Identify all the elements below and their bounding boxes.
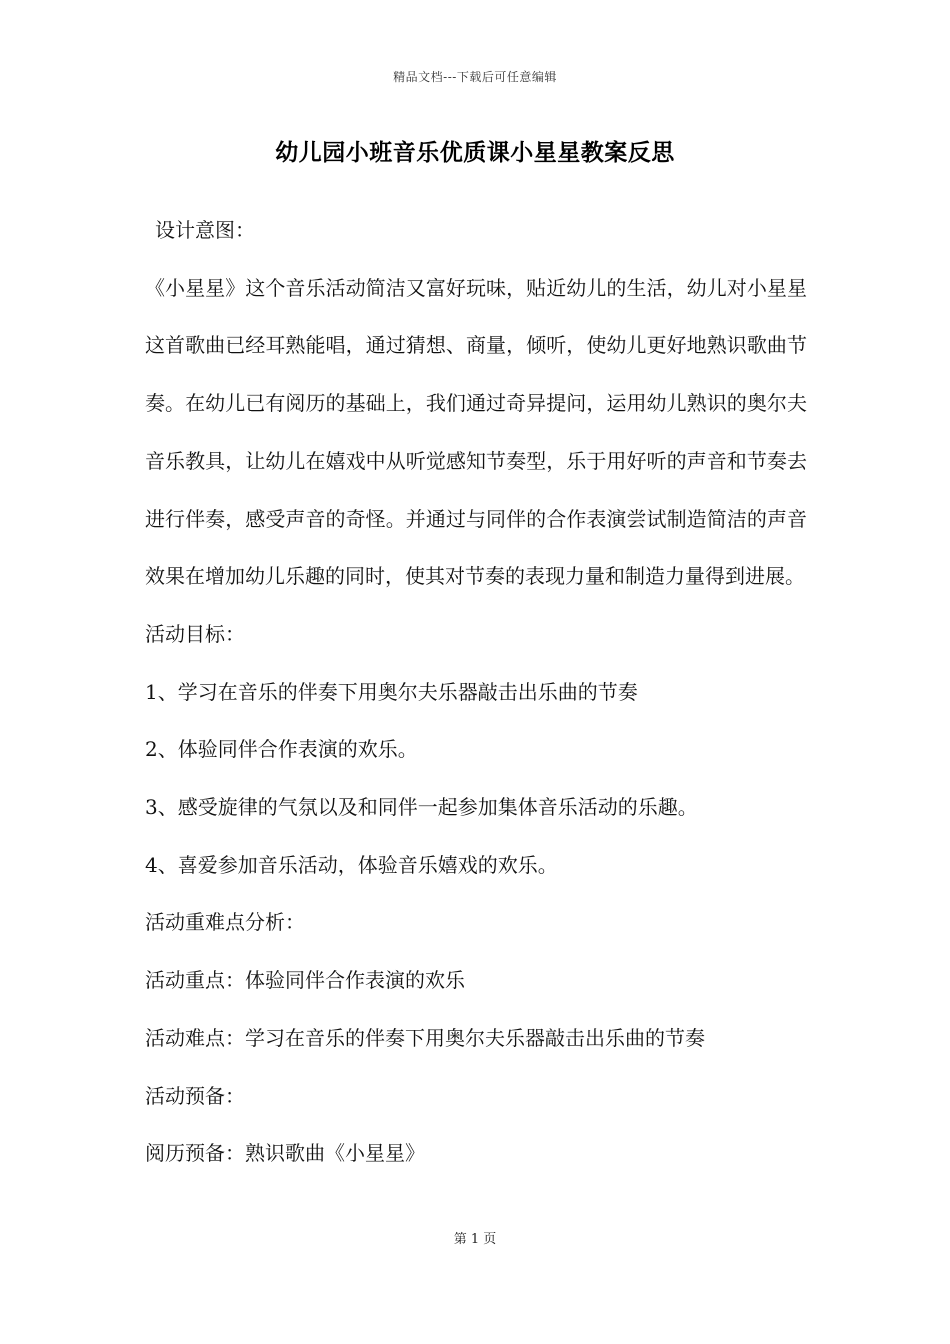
goals-label: 活动目标： (145, 621, 245, 646)
design-intent-label: 设计意图： (155, 218, 255, 242)
header-note: 精品文档---下载后可任意编辑 (393, 70, 557, 84)
goal-item-3: 3、感受旋律的气氛以及和同伴一起参加集体音乐活动的乐趣。 (145, 795, 698, 820)
difficult-point: 活动难点：学习在音乐的伴奏下用奥尔夫乐器敲击出乐曲的节奏 (145, 1025, 705, 1050)
document-title: 幼儿园小班音乐优质课小星星教案反思 (275, 139, 675, 166)
document-body (145, 202, 807, 1183)
key-point: 活动重点：体验同伴合作表演的欢乐 (145, 968, 465, 993)
goal-item-4: 4、喜爱参加音乐活动，体验音乐嬉戏的欢乐。 (145, 852, 558, 877)
goal-item-1: 1、学习在音乐的伴奏下用奥尔夫乐器敲击出乐曲的节奏 (145, 679, 638, 704)
design-intent-paragraph: 《小星星》这个音乐活动简洁又富好玩味，贴近幼儿的生活，幼儿对小星星这首歌曲已经耳熟能唱，通过猜想、商量，倾听，使幼儿更好地熟识歌曲节奏。在幼儿已有阅历的基础上，我们通过奇异提问，运用幼儿熟识的奥尔夫音乐教具，让幼儿在嬉戏中从听觉感知节奏型，乐于用好听的声音和节奏去进行伴奏，感受声音的奇怪。并通过与同伴的合作表演尝试制造简洁的声音效果在增加幼儿乐趣的同时，使其对节奏的表现力量和制造力量得到进展。 (145, 275, 807, 589)
page-number: 第 1 页 (453, 1232, 497, 1247)
analysis-label: 活动重难点分析： (145, 910, 305, 935)
experience-preparation: 阅历预备：熟识歌曲《小星星》 (145, 1141, 425, 1166)
goal-item-2: 2、体验同伴合作表演的欢乐。 (145, 737, 418, 762)
preparation-label: 活动预备： (145, 1083, 245, 1108)
